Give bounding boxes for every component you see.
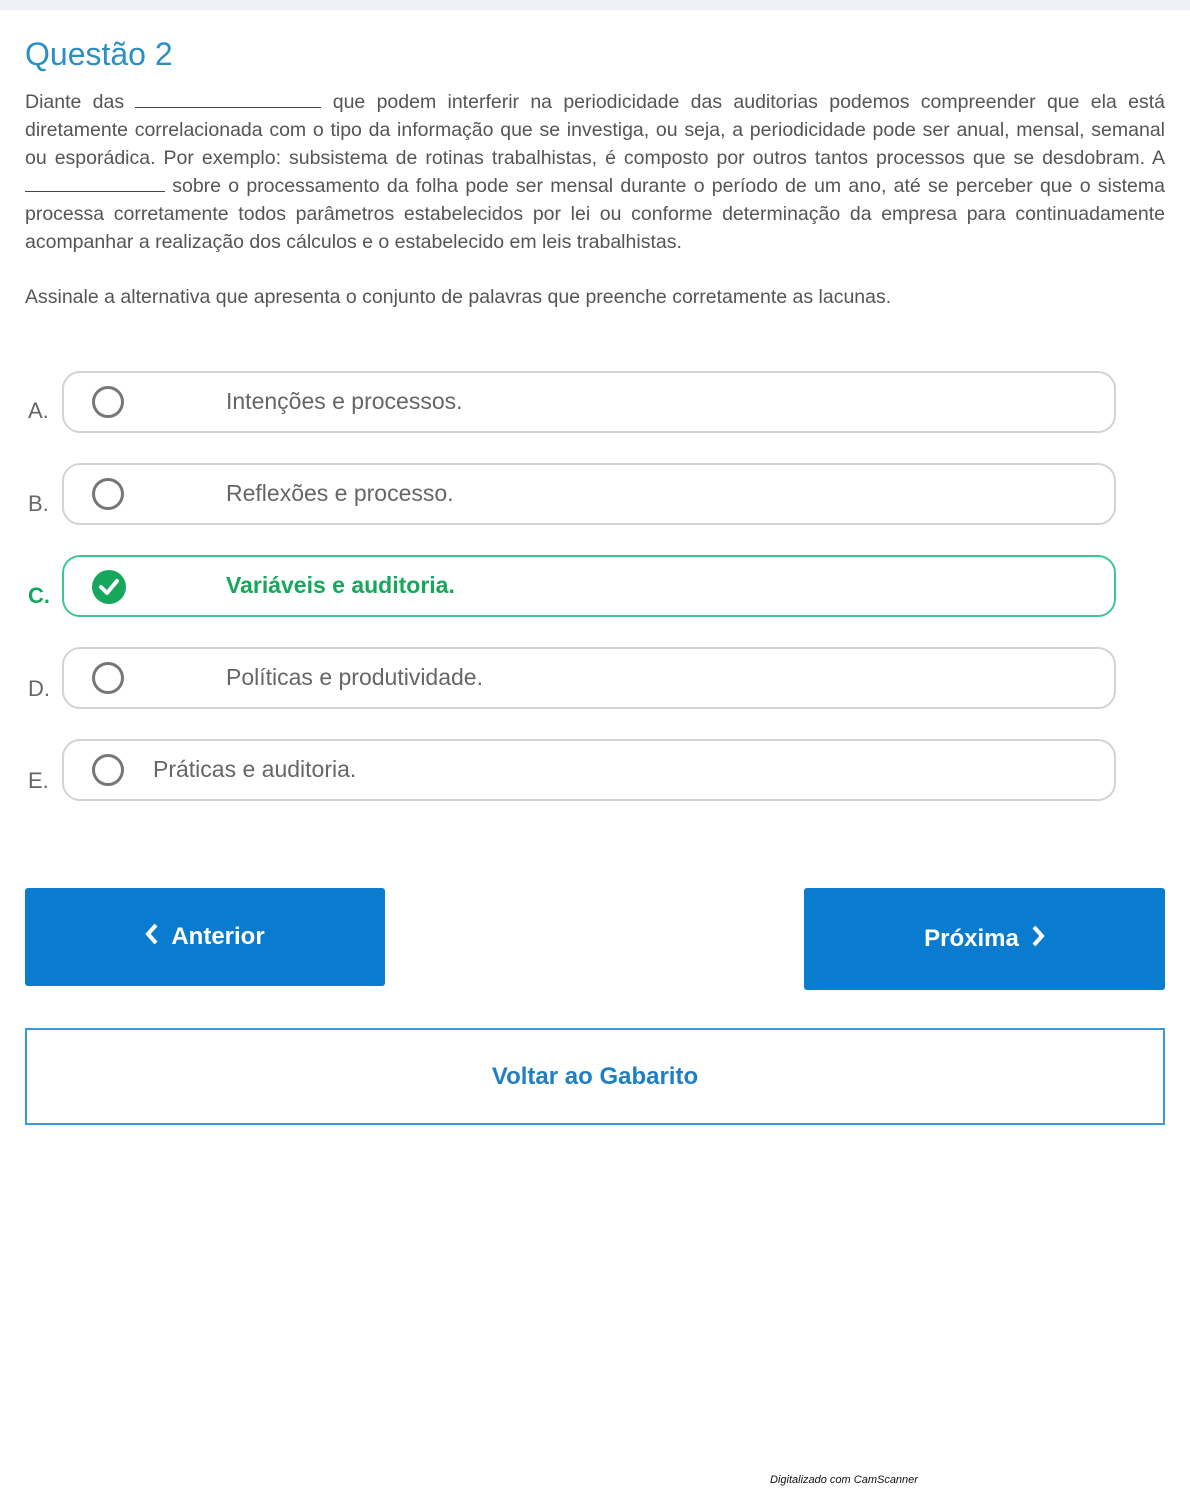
next-label: Próxima [924, 925, 1019, 952]
option-text: Reflexões e processo. [226, 480, 454, 506]
option-text: Variáveis e auditoria. [226, 572, 455, 598]
top-bar [0, 0, 1190, 10]
text-part: Diante das [25, 91, 136, 113]
scanner-watermark: Digitalizado com CamScanner [770, 1474, 918, 1486]
previous-button[interactable] [25, 888, 385, 986]
radio-icon[interactable] [92, 754, 124, 786]
option-letter: A. [28, 398, 49, 423]
text-part: sobre o processamento da folha pode ser mensal durante o período de um ano, até se perceber que o sistema processa corretamente todos parâmetros estabelecidos por lei ou conforme determinação da empresa para continuadamente acompanhar a realização dos cálculos e o estabelecido em leis trabalhistas. [25, 175, 1165, 253]
radio-icon[interactable] [92, 662, 124, 694]
question-title: Questão 2 [25, 36, 173, 72]
option-a[interactable] [62, 371, 1116, 433]
option-text: Práticas e auditoria. [153, 756, 357, 782]
option-letter: D. [28, 676, 50, 701]
option-letter: B. [28, 491, 49, 516]
radio-icon[interactable] [92, 386, 124, 418]
question-text [25, 88, 1165, 256]
back-to-answer-key-button[interactable]: Voltar ao Gabarito [25, 1028, 1165, 1125]
option-c[interactable] [62, 555, 1116, 617]
question-instruction: Assinale a alternativa que apresenta o conjunto de palavras que preenche corretamente as lacunas. [25, 286, 892, 308]
option-text: Intenções e processos. [226, 388, 463, 414]
blank-2 [25, 175, 165, 192]
chevron-right-icon [1031, 925, 1045, 954]
check-circle-icon [92, 570, 126, 604]
option-letter: E. [28, 768, 49, 793]
option-letter: C. [28, 583, 50, 608]
option-b[interactable] [62, 463, 1116, 525]
option-d[interactable] [62, 647, 1116, 709]
option-e[interactable] [62, 739, 1116, 801]
chevron-left-icon [145, 923, 159, 952]
text-part: que podem interferir na periodicidade das auditorias podemos compreender que ela está diretamente correlacionada com o tipo da informação que se investiga, ou seja, a periodicidade pode ser anual, mensal, semanal ou esporádica. Por exemplo: subsistema de rotinas trabalhistas, é composto por outros tantos processos que se desdobram. A [25, 91, 1165, 169]
option-text: Políticas e produtividade. [226, 664, 483, 690]
previous-label: Anterior [171, 923, 265, 950]
next-button[interactable] [804, 888, 1165, 990]
radio-icon[interactable] [92, 478, 124, 510]
blank-1 [135, 91, 321, 108]
